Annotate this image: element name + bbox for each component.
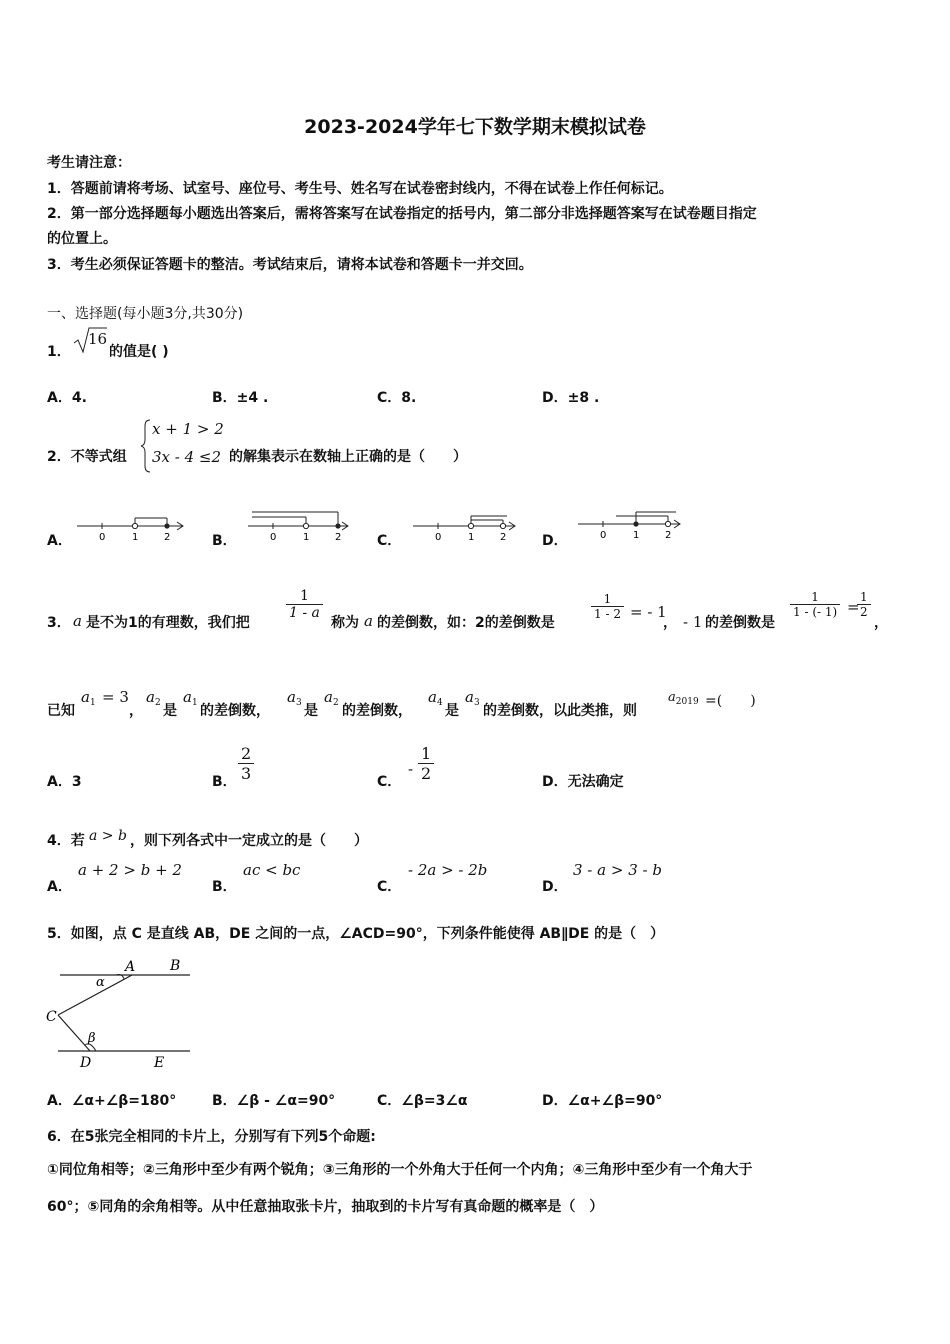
number-line-d bbox=[576, 508, 688, 542]
equals-blank: =( ) bbox=[705, 693, 756, 709]
point-label: A bbox=[125, 959, 136, 975]
fraction-2-over-3 bbox=[238, 744, 254, 783]
q3-option-a: A．3 bbox=[47, 774, 82, 790]
section-heading: 一、选择题(每小题3分,共30分) bbox=[47, 306, 244, 322]
question-6-text-3: 60°；⑤同角的余角相等。从中任意抽取张卡片，抽取到的卡片写有真命题的概率是（ ） bbox=[47, 1199, 604, 1215]
q1-option-b: B．±4 . bbox=[212, 390, 269, 406]
q3-is-3: 是 bbox=[445, 703, 459, 719]
question-4-text-a: 4．若 bbox=[47, 833, 85, 849]
tick-label: 0 bbox=[270, 532, 277, 542]
a-sub-1 bbox=[81, 688, 96, 708]
subscript: 3 bbox=[473, 698, 480, 708]
q4-option-a-label: A． bbox=[47, 879, 72, 895]
minus-one: - 1 bbox=[683, 613, 703, 631]
numerator: 1 bbox=[591, 592, 624, 607]
notice-heading: 考生请注意： bbox=[47, 155, 131, 171]
tick-label: 2 bbox=[335, 532, 342, 542]
q5-option-b: B．∠β - ∠α=90° bbox=[212, 1093, 336, 1109]
q3-reciprocal-3: 的差倒数，以此类推，则 bbox=[483, 703, 637, 719]
q3-is-2: 是 bbox=[304, 703, 318, 719]
numerator: 1 bbox=[286, 588, 323, 605]
q3-comma-3: ， bbox=[129, 703, 143, 719]
subscript: 2 bbox=[154, 698, 161, 708]
subscript: 1 bbox=[191, 698, 198, 708]
a-sub-1 bbox=[183, 688, 198, 708]
denominator: 1 - (- 1) bbox=[793, 605, 838, 619]
page-title: 2023-2024学年七下数学期末模拟试卷 bbox=[304, 116, 646, 138]
q1-option-a: A．4. bbox=[47, 390, 87, 406]
q4-option-b-label: B． bbox=[212, 879, 237, 895]
var-a: a bbox=[81, 688, 90, 706]
q3-is-1: 是 bbox=[163, 703, 177, 719]
number-line-b bbox=[246, 508, 356, 542]
subscript: 4 bbox=[436, 698, 443, 708]
fraction-1-over-2 bbox=[857, 590, 871, 619]
q3-given: 已知 bbox=[47, 703, 75, 719]
question-1-number: 1． bbox=[47, 344, 71, 360]
fraction-1-over-1-minus-a bbox=[286, 588, 323, 621]
notice-item-2-cont: 的位置上。 bbox=[47, 231, 117, 247]
equals-minus-one: = - 1 bbox=[630, 603, 667, 621]
a-sub-2 bbox=[146, 688, 161, 708]
tick-label: 1 bbox=[303, 532, 310, 542]
question-2-text: 的解集表示在数轴上正确的是（ ） bbox=[229, 449, 467, 465]
question-3-number: 3． bbox=[47, 615, 71, 631]
q3-text-1: 是不为1的有理数，我们把 bbox=[86, 615, 250, 631]
minus-sign: - bbox=[408, 760, 414, 778]
var-a: a bbox=[465, 688, 474, 706]
q3-option-c-label: C． bbox=[377, 774, 402, 790]
tick-label: 1 bbox=[468, 532, 475, 542]
point-label: C bbox=[46, 1009, 57, 1025]
number-line-c bbox=[411, 512, 523, 542]
q5-option-a: A．∠α+∠β=180° bbox=[47, 1093, 177, 1109]
subscript: 2 bbox=[332, 698, 339, 708]
a-sub-3 bbox=[287, 688, 302, 708]
a-sub-2 bbox=[324, 688, 339, 708]
q4-option-a-expr: a + 2 > b + 2 bbox=[78, 861, 182, 879]
a-sub-2019 bbox=[668, 690, 699, 707]
condition-a-gt-b: a > b bbox=[89, 828, 127, 844]
q3-reciprocal-1: 的差倒数， bbox=[200, 703, 270, 719]
q4-option-c-expr: - 2a > - 2b bbox=[408, 861, 488, 879]
q4-option-d-expr: 3 - a > 3 - b bbox=[573, 861, 662, 879]
q5-option-c: C．∠β=3∠α bbox=[377, 1093, 468, 1109]
fraction-1-over-1-minus-neg1 bbox=[790, 590, 840, 619]
var-a: a bbox=[287, 688, 296, 706]
denominator: 1 - a bbox=[289, 605, 320, 621]
point-label: D bbox=[80, 1055, 92, 1071]
subscript: 1 bbox=[89, 698, 96, 708]
q3-text-3: 的差倒数，如：2的差倒数是 bbox=[377, 615, 555, 631]
angle-alpha-label: α bbox=[96, 975, 105, 990]
q1-option-d: D．±8 . bbox=[542, 390, 600, 406]
denominator: 1 - 2 bbox=[594, 607, 621, 621]
q5-option-d: D．∠α+∠β=90° bbox=[542, 1093, 663, 1109]
equals-sign: = bbox=[847, 598, 860, 616]
numerator: 2 bbox=[238, 744, 254, 764]
question-5-text: 5．如图，点 C 是直线 AB，DE 之间的一点，∠ACD=90°，下列条件能使得 AB∥DE 的是（ ） bbox=[47, 926, 665, 942]
q3-comma-2: ， bbox=[874, 615, 888, 631]
q2-option-b-label: B． bbox=[212, 533, 237, 549]
tick-label: 1 bbox=[633, 530, 640, 541]
radicand: 16 bbox=[88, 330, 108, 348]
var-a: a bbox=[324, 688, 333, 706]
tick-label: 1 bbox=[132, 532, 139, 542]
inequality-line-2: 3x - 4 ≤2 bbox=[152, 448, 222, 466]
tick-label: 0 bbox=[435, 532, 442, 542]
var-a: a bbox=[183, 688, 192, 706]
q2-option-a-label: A． bbox=[47, 533, 72, 549]
a-sub-4 bbox=[428, 688, 443, 708]
numerator: 1 bbox=[857, 590, 871, 605]
subscript: 3 bbox=[295, 698, 302, 708]
a-sub-3 bbox=[465, 688, 480, 708]
tick-label: 0 bbox=[99, 532, 106, 542]
var-a: a bbox=[146, 688, 155, 706]
numerator: 1 bbox=[418, 744, 434, 764]
denominator: 2 bbox=[421, 764, 432, 783]
question-1-text: 的值是( ) bbox=[109, 344, 169, 360]
subscript: 2019 bbox=[675, 697, 699, 707]
point-label: B bbox=[170, 958, 181, 974]
q2-option-c-label: C． bbox=[377, 533, 402, 549]
tick-label: 2 bbox=[500, 532, 507, 542]
sqrt-expression bbox=[72, 325, 108, 359]
inequality-line-1: x + 1 > 2 bbox=[152, 420, 224, 438]
angle-beta-label: β bbox=[88, 1031, 96, 1046]
denominator: 3 bbox=[241, 764, 252, 783]
tick-label: 2 bbox=[665, 530, 672, 541]
fraction-1-over-1-minus-2 bbox=[591, 592, 624, 621]
q1-option-c: C．8. bbox=[377, 390, 417, 406]
q3-option-d: D．无法确定 bbox=[542, 774, 624, 790]
q2-option-d-label: D． bbox=[542, 533, 568, 549]
question-6-text-1: 6．在5张完全相同的卡片上，分别写有下列5个命题: bbox=[47, 1129, 376, 1145]
brace-icon bbox=[140, 418, 152, 474]
question-2-number: 2．不等式组 bbox=[47, 449, 127, 465]
parallel-lines-figure bbox=[44, 955, 194, 1071]
q3-reciprocal-2: 的差倒数， bbox=[342, 703, 412, 719]
q3-text-2: 称为 bbox=[331, 615, 359, 631]
q3-text-4: 的差倒数是 bbox=[705, 615, 775, 631]
tick-label: 2 bbox=[164, 532, 171, 542]
question-6-text-2: ①同位角相等；②三角形中至少有两个锐角；③三角形的一个外角大于任何一个内角；④三角形中至少有一个角大于 bbox=[47, 1162, 753, 1178]
q4-option-c-label: C． bbox=[377, 879, 402, 895]
q3-comma: ， bbox=[663, 615, 677, 631]
var-a: a bbox=[73, 612, 82, 630]
notice-item-2: 2．第一部分选择题每小题选出答案后，需将答案写在试卷指定的括号内，第二部分非选择题答案写在试卷题目指定 bbox=[47, 206, 757, 222]
var-a: a bbox=[668, 690, 676, 705]
a1-equals-3: = 3 bbox=[102, 688, 129, 706]
q4-option-d-label: D． bbox=[542, 879, 568, 895]
numerator: 1 bbox=[790, 590, 840, 605]
inequality-system bbox=[140, 418, 224, 478]
notice-item-3: 3．考生必须保证答题卡的整洁。考试结束后，请将本试卷和答题卡一并交回。 bbox=[47, 257, 533, 273]
tick-label: 0 bbox=[600, 530, 607, 541]
q4-option-b-expr: ac < bc bbox=[243, 861, 301, 879]
var-a: a bbox=[428, 688, 437, 706]
denominator: 2 bbox=[860, 605, 868, 619]
point-label: E bbox=[154, 1055, 165, 1071]
q3-option-b-label: B． bbox=[212, 774, 237, 790]
notice-item-1: 1．答题前请将考场、试室号、座位号、考生号、姓名写在试卷密封线内，不得在试卷上作任何标记。 bbox=[47, 181, 673, 197]
number-line-a bbox=[75, 512, 190, 542]
var-a: a bbox=[364, 612, 373, 630]
question-4-text-b: ，则下列各式中一定成立的是（ ） bbox=[130, 833, 368, 849]
fraction-1-over-2 bbox=[418, 744, 434, 783]
